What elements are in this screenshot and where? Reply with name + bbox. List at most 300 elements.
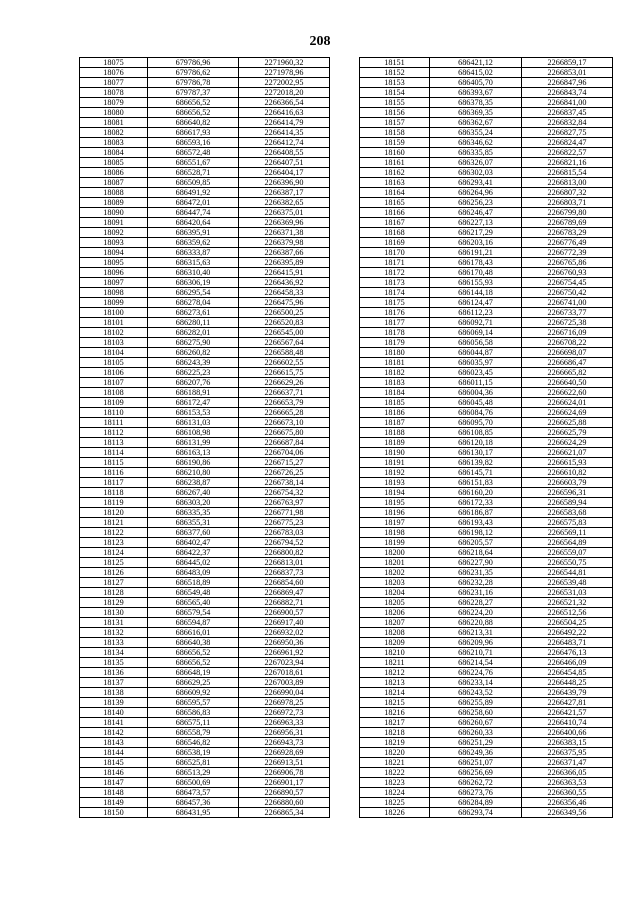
x-coordinate-cell: 686139,82 xyxy=(430,458,522,468)
x-coordinate-cell: 686421,12 xyxy=(430,58,522,68)
y-coordinate-cell: 2266622,60 xyxy=(522,388,613,398)
table-row xyxy=(80,548,330,558)
x-coordinate-cell: 686282,01 xyxy=(148,328,239,338)
y-coordinate-cell: 2266900,57 xyxy=(239,608,330,618)
y-coordinate-cell: 2266615,93 xyxy=(522,458,613,468)
table-row xyxy=(360,198,613,208)
y-coordinate-cell: 2266559,07 xyxy=(522,548,613,558)
point-number-cell: 18093 xyxy=(80,238,148,248)
point-number-cell: 18132 xyxy=(80,628,148,638)
point-number-cell: 18166 xyxy=(360,208,430,218)
point-number-cell: 18214 xyxy=(360,688,430,698)
table-row xyxy=(360,88,613,98)
y-coordinate-cell: 2266783,03 xyxy=(239,528,330,538)
point-number-cell: 18169 xyxy=(360,238,430,248)
x-coordinate-cell: 686473,57 xyxy=(148,788,239,798)
table-row xyxy=(360,158,613,168)
y-coordinate-cell: 2266704,06 xyxy=(239,448,330,458)
table-row xyxy=(360,338,613,348)
x-coordinate-cell: 686120,18 xyxy=(430,438,522,448)
y-coordinate-cell: 2266349,56 xyxy=(522,808,613,818)
y-coordinate-cell: 2271960,32 xyxy=(239,58,330,68)
x-coordinate-cell: 686293,41 xyxy=(430,178,522,188)
x-coordinate-cell: 686160,20 xyxy=(430,488,522,498)
point-number-cell: 18194 xyxy=(360,488,430,498)
y-coordinate-cell: 2266387,17 xyxy=(239,188,330,198)
table-row xyxy=(80,98,330,108)
x-coordinate-cell: 686295,54 xyxy=(148,288,239,298)
y-coordinate-cell: 2266603,79 xyxy=(522,478,613,488)
point-number-cell: 18164 xyxy=(360,188,430,198)
point-number-cell: 18149 xyxy=(80,798,148,808)
x-coordinate-cell: 686595,57 xyxy=(148,698,239,708)
y-coordinate-cell: 2266583,68 xyxy=(522,508,613,518)
table-row xyxy=(80,558,330,568)
y-coordinate-cell: 2266901,17 xyxy=(239,778,330,788)
table-row xyxy=(360,188,613,198)
x-coordinate-cell: 686112,23 xyxy=(430,308,522,318)
y-coordinate-cell: 2266961,92 xyxy=(239,648,330,658)
y-coordinate-cell: 2266799,80 xyxy=(522,208,613,218)
point-number-cell: 18189 xyxy=(360,438,430,448)
table-row xyxy=(80,538,330,548)
y-coordinate-cell: 2266673,10 xyxy=(239,418,330,428)
table-row xyxy=(80,718,330,728)
y-coordinate-cell: 2266950,36 xyxy=(239,638,330,648)
table-row xyxy=(360,678,613,688)
y-coordinate-cell: 2266387,66 xyxy=(239,248,330,258)
y-coordinate-cell: 2266504,25 xyxy=(522,618,613,628)
y-coordinate-cell: 2266567,64 xyxy=(239,338,330,348)
y-coordinate-cell: 2266575,83 xyxy=(522,518,613,528)
x-coordinate-cell: 686558,79 xyxy=(148,728,239,738)
x-coordinate-cell: 686538,19 xyxy=(148,748,239,758)
table-row xyxy=(80,68,330,78)
y-coordinate-cell: 2266708,22 xyxy=(522,338,613,348)
x-coordinate-cell: 686267,40 xyxy=(148,488,239,498)
x-coordinate-cell: 686640,38 xyxy=(148,638,239,648)
table-row xyxy=(360,548,613,558)
y-coordinate-cell: 2266400,66 xyxy=(522,728,613,738)
x-coordinate-cell: 686188,91 xyxy=(148,388,239,398)
point-number-cell: 18190 xyxy=(360,448,430,458)
table-row xyxy=(80,488,330,498)
x-coordinate-cell: 686004,36 xyxy=(430,388,522,398)
table-row xyxy=(360,528,613,538)
x-coordinate-cell: 686232,28 xyxy=(430,578,522,588)
point-number-cell: 18213 xyxy=(360,678,430,688)
table-row xyxy=(80,648,330,658)
x-coordinate-cell: 686231,16 xyxy=(430,588,522,598)
point-number-cell: 18222 xyxy=(360,768,430,778)
y-coordinate-cell: 2266615,75 xyxy=(239,368,330,378)
x-coordinate-cell: 686273,61 xyxy=(148,308,239,318)
table-row xyxy=(360,248,613,258)
point-number-cell: 18084 xyxy=(80,148,148,158)
y-coordinate-cell: 2266815,54 xyxy=(522,168,613,178)
y-coordinate-cell: 2266408,55 xyxy=(239,148,330,158)
x-coordinate-cell: 686205,57 xyxy=(430,538,522,548)
y-coordinate-cell: 2266366,54 xyxy=(239,98,330,108)
y-coordinate-cell: 2266775,23 xyxy=(239,518,330,528)
point-number-cell: 18193 xyxy=(360,478,430,488)
y-coordinate-cell: 2266624,69 xyxy=(522,408,613,418)
point-number-cell: 18143 xyxy=(80,738,148,748)
table-row xyxy=(80,328,330,338)
point-number-cell: 18161 xyxy=(360,158,430,168)
point-number-cell: 18101 xyxy=(80,318,148,328)
table-row xyxy=(360,568,613,578)
y-coordinate-cell: 2266596,31 xyxy=(522,488,613,498)
table-row xyxy=(360,148,613,158)
table-row xyxy=(80,108,330,118)
point-number-cell: 18184 xyxy=(360,388,430,398)
y-coordinate-cell: 2266776,49 xyxy=(522,238,613,248)
y-coordinate-cell: 2266466,09 xyxy=(522,658,613,668)
x-coordinate-cell: 686207,76 xyxy=(148,378,239,388)
point-number-cell: 18087 xyxy=(80,178,148,188)
x-coordinate-cell: 686310,40 xyxy=(148,268,239,278)
table-row xyxy=(80,148,330,158)
x-coordinate-cell: 686220,88 xyxy=(430,618,522,628)
y-coordinate-cell: 2266698,07 xyxy=(522,348,613,358)
y-coordinate-cell: 2266637,71 xyxy=(239,388,330,398)
table-row xyxy=(80,738,330,748)
y-coordinate-cell: 2266492,22 xyxy=(522,628,613,638)
x-coordinate-cell: 686275,90 xyxy=(148,338,239,348)
point-number-cell: 18140 xyxy=(80,708,148,718)
x-coordinate-cell: 686203,16 xyxy=(430,238,522,248)
x-coordinate-cell: 686656,52 xyxy=(148,658,239,668)
point-number-cell: 18202 xyxy=(360,568,430,578)
point-number-cell: 18196 xyxy=(360,508,430,518)
table-row xyxy=(80,788,330,798)
x-coordinate-cell: 686131,99 xyxy=(148,438,239,448)
x-coordinate-cell: 686255,89 xyxy=(430,698,522,708)
x-coordinate-cell: 686251,29 xyxy=(430,738,522,748)
table-row xyxy=(360,408,613,418)
table-row xyxy=(360,258,613,268)
x-coordinate-cell: 686335,35 xyxy=(148,508,239,518)
y-coordinate-cell: 2266963,33 xyxy=(239,718,330,728)
table-row xyxy=(80,78,330,88)
table-body xyxy=(80,58,330,818)
table-row xyxy=(360,668,613,678)
y-coordinate-cell: 2266686,47 xyxy=(522,358,613,368)
table-row xyxy=(80,428,330,438)
y-coordinate-cell: 2266783,29 xyxy=(522,228,613,238)
x-coordinate-cell: 686306,19 xyxy=(148,278,239,288)
point-number-cell: 18103 xyxy=(80,338,148,348)
point-number-cell: 18137 xyxy=(80,678,148,688)
x-coordinate-cell: 686210,71 xyxy=(430,648,522,658)
y-coordinate-cell: 2266421,57 xyxy=(522,708,613,718)
x-coordinate-cell: 686648,19 xyxy=(148,668,239,678)
y-coordinate-cell: 2266483,71 xyxy=(522,638,613,648)
table-row xyxy=(360,448,613,458)
point-number-cell: 18178 xyxy=(360,328,430,338)
y-coordinate-cell: 2266843,74 xyxy=(522,88,613,98)
y-coordinate-cell: 2271978,96 xyxy=(239,68,330,78)
x-coordinate-cell: 686333,87 xyxy=(148,248,239,258)
table-row xyxy=(360,378,613,388)
point-number-cell: 18160 xyxy=(360,148,430,158)
point-number-cell: 18092 xyxy=(80,228,148,238)
point-number-cell: 18082 xyxy=(80,128,148,138)
table-row xyxy=(80,638,330,648)
point-number-cell: 18102 xyxy=(80,328,148,338)
point-number-cell: 18187 xyxy=(360,418,430,428)
point-number-cell: 18144 xyxy=(80,748,148,758)
table-row xyxy=(360,758,613,768)
x-coordinate-cell: 686565,40 xyxy=(148,598,239,608)
table-row xyxy=(80,698,330,708)
point-number-cell: 18075 xyxy=(80,58,148,68)
y-coordinate-cell: 2266741,00 xyxy=(522,298,613,308)
x-coordinate-cell: 686303,20 xyxy=(148,498,239,508)
table-row xyxy=(80,398,330,408)
y-coordinate-cell: 2266564,89 xyxy=(522,538,613,548)
x-coordinate-cell: 686069,14 xyxy=(430,328,522,338)
x-coordinate-cell: 686264,96 xyxy=(430,188,522,198)
x-coordinate-cell: 686457,36 xyxy=(148,798,239,808)
table-row xyxy=(80,88,330,98)
point-number-cell: 18171 xyxy=(360,258,430,268)
y-coordinate-cell: 2266625,88 xyxy=(522,418,613,428)
y-coordinate-cell: 2266369,96 xyxy=(239,218,330,228)
y-coordinate-cell: 2266913,51 xyxy=(239,758,330,768)
x-coordinate-cell: 686280,11 xyxy=(148,318,239,328)
x-coordinate-cell: 686656,52 xyxy=(148,108,239,118)
x-coordinate-cell: 686256,23 xyxy=(430,198,522,208)
table-row xyxy=(80,268,330,278)
point-number-cell: 18197 xyxy=(360,518,430,528)
x-coordinate-cell: 686233,14 xyxy=(430,678,522,688)
point-number-cell: 18167 xyxy=(360,218,430,228)
table-row xyxy=(80,358,330,368)
point-number-cell: 18091 xyxy=(80,218,148,228)
point-number-cell: 18206 xyxy=(360,608,430,618)
table-row xyxy=(80,168,330,178)
x-coordinate-cell: 686594,87 xyxy=(148,618,239,628)
point-number-cell: 18224 xyxy=(360,788,430,798)
y-coordinate-cell: 2266837,45 xyxy=(522,108,613,118)
point-number-cell: 18079 xyxy=(80,98,148,108)
table-row xyxy=(360,768,613,778)
point-number-cell: 18085 xyxy=(80,158,148,168)
table-row xyxy=(80,308,330,318)
table-row xyxy=(360,58,613,68)
point-number-cell: 18147 xyxy=(80,778,148,788)
table-row xyxy=(360,538,613,548)
point-number-cell: 18188 xyxy=(360,428,430,438)
table-row xyxy=(360,118,613,128)
table-row xyxy=(360,658,613,668)
y-coordinate-cell: 2266932,02 xyxy=(239,628,330,638)
point-number-cell: 18211 xyxy=(360,658,430,668)
table-row xyxy=(80,628,330,638)
x-coordinate-cell: 686575,11 xyxy=(148,718,239,728)
point-number-cell: 18182 xyxy=(360,368,430,378)
table-row xyxy=(360,508,613,518)
x-coordinate-cell: 686284,89 xyxy=(430,798,522,808)
x-coordinate-cell: 686586,83 xyxy=(148,708,239,718)
coordinates-table-left xyxy=(79,57,330,818)
y-coordinate-cell: 2266404,17 xyxy=(239,168,330,178)
point-number-cell: 18110 xyxy=(80,408,148,418)
table-row xyxy=(360,488,613,498)
point-number-cell: 18123 xyxy=(80,538,148,548)
table-row xyxy=(80,608,330,618)
table-row xyxy=(360,578,613,588)
point-number-cell: 18125 xyxy=(80,558,148,568)
table-row xyxy=(80,158,330,168)
x-coordinate-cell: 686023,45 xyxy=(430,368,522,378)
x-coordinate-cell: 686355,24 xyxy=(430,128,522,138)
point-number-cell: 18113 xyxy=(80,438,148,448)
point-number-cell: 18205 xyxy=(360,598,430,608)
x-coordinate-cell: 686593,16 xyxy=(148,138,239,148)
y-coordinate-cell: 2266448,25 xyxy=(522,678,613,688)
y-coordinate-cell: 2266371,38 xyxy=(239,228,330,238)
x-coordinate-cell: 686193,43 xyxy=(430,518,522,528)
point-number-cell: 18177 xyxy=(360,318,430,328)
x-coordinate-cell: 686108,85 xyxy=(430,428,522,438)
x-coordinate-cell: 686293,74 xyxy=(430,808,522,818)
point-number-cell: 18104 xyxy=(80,348,148,358)
x-coordinate-cell: 679786,96 xyxy=(148,58,239,68)
point-number-cell: 18122 xyxy=(80,528,148,538)
point-number-cell: 18179 xyxy=(360,338,430,348)
point-number-cell: 18226 xyxy=(360,808,430,818)
table-row xyxy=(80,798,330,808)
point-number-cell: 18199 xyxy=(360,538,430,548)
x-coordinate-cell: 686335,85 xyxy=(430,148,522,158)
table-row xyxy=(80,258,330,268)
x-coordinate-cell: 686218,64 xyxy=(430,548,522,558)
y-coordinate-cell: 2266621,07 xyxy=(522,448,613,458)
x-coordinate-cell: 686359,62 xyxy=(148,238,239,248)
table-row xyxy=(80,568,330,578)
table-row xyxy=(360,638,613,648)
x-coordinate-cell: 679787,37 xyxy=(148,88,239,98)
y-coordinate-cell: 2266624,29 xyxy=(522,438,613,448)
table-row xyxy=(80,408,330,418)
table-row xyxy=(360,398,613,408)
x-coordinate-cell: 686273,76 xyxy=(430,788,522,798)
x-coordinate-cell: 686249,36 xyxy=(430,748,522,758)
point-number-cell: 18215 xyxy=(360,698,430,708)
y-coordinate-cell: 2266407,51 xyxy=(239,158,330,168)
table-row xyxy=(80,658,330,668)
y-coordinate-cell: 2266687,84 xyxy=(239,438,330,448)
y-coordinate-cell: 2266827,75 xyxy=(522,128,613,138)
table-row xyxy=(360,268,613,278)
table-row xyxy=(360,138,613,148)
x-coordinate-cell: 686420,64 xyxy=(148,218,239,228)
x-coordinate-cell: 686616,01 xyxy=(148,628,239,638)
x-coordinate-cell: 686395,91 xyxy=(148,228,239,238)
table-row xyxy=(360,588,613,598)
point-number-cell: 18170 xyxy=(360,248,430,258)
table-row xyxy=(360,238,613,248)
point-number-cell: 18133 xyxy=(80,638,148,648)
x-coordinate-cell: 686500,69 xyxy=(148,778,239,788)
point-number-cell: 18172 xyxy=(360,268,430,278)
point-number-cell: 18141 xyxy=(80,718,148,728)
y-coordinate-cell: 2266416,63 xyxy=(239,108,330,118)
point-number-cell: 18107 xyxy=(80,378,148,388)
y-coordinate-cell: 2266454,85 xyxy=(522,668,613,678)
point-number-cell: 18090 xyxy=(80,208,148,218)
x-coordinate-cell: 686546,82 xyxy=(148,738,239,748)
table-row xyxy=(80,338,330,348)
point-number-cell: 18157 xyxy=(360,118,430,128)
table-row xyxy=(360,558,613,568)
y-coordinate-cell: 2266544,81 xyxy=(522,568,613,578)
point-number-cell: 18210 xyxy=(360,648,430,658)
table-row xyxy=(360,498,613,508)
table-row xyxy=(360,718,613,728)
x-coordinate-cell: 686224,20 xyxy=(430,608,522,618)
y-coordinate-cell: 2272018,20 xyxy=(239,88,330,98)
x-coordinate-cell: 686190,86 xyxy=(148,458,239,468)
x-coordinate-cell: 686045,48 xyxy=(430,398,522,408)
table-row xyxy=(80,458,330,468)
x-coordinate-cell: 686191,21 xyxy=(430,248,522,258)
point-number-cell: 18129 xyxy=(80,598,148,608)
x-coordinate-cell: 686186,87 xyxy=(430,508,522,518)
x-coordinate-cell: 679786,78 xyxy=(148,78,239,88)
y-coordinate-cell: 2266550,75 xyxy=(522,558,613,568)
point-number-cell: 18126 xyxy=(80,568,148,578)
table-row xyxy=(360,808,613,818)
y-coordinate-cell: 2266738,14 xyxy=(239,478,330,488)
table-row xyxy=(360,228,613,238)
point-number-cell: 18139 xyxy=(80,698,148,708)
x-coordinate-cell: 686355,31 xyxy=(148,518,239,528)
table-row xyxy=(360,518,613,528)
x-coordinate-cell: 686483,09 xyxy=(148,568,239,578)
y-coordinate-cell: 2266653,79 xyxy=(239,398,330,408)
point-number-cell: 18076 xyxy=(80,68,148,78)
y-coordinate-cell: 2266539,48 xyxy=(522,578,613,588)
table-row xyxy=(80,728,330,738)
y-coordinate-cell: 2266545,00 xyxy=(239,328,330,338)
x-coordinate-cell: 686262,72 xyxy=(430,778,522,788)
x-coordinate-cell: 686172,47 xyxy=(148,398,239,408)
x-coordinate-cell: 686362,67 xyxy=(430,118,522,128)
table-row xyxy=(80,288,330,298)
x-coordinate-cell: 686258,60 xyxy=(430,708,522,718)
point-number-cell: 18186 xyxy=(360,408,430,418)
x-coordinate-cell: 686131,03 xyxy=(148,418,239,428)
point-number-cell: 18191 xyxy=(360,458,430,468)
point-number-cell: 18094 xyxy=(80,248,148,258)
y-coordinate-cell: 2266869,47 xyxy=(239,588,330,598)
x-coordinate-cell: 686447,74 xyxy=(148,208,239,218)
point-number-cell: 18109 xyxy=(80,398,148,408)
x-coordinate-cell: 686415,02 xyxy=(430,68,522,78)
point-number-cell: 18207 xyxy=(360,618,430,628)
x-coordinate-cell: 686243,52 xyxy=(430,688,522,698)
table-row xyxy=(80,58,330,68)
point-number-cell: 18098 xyxy=(80,288,148,298)
table-row xyxy=(360,368,613,378)
table-row xyxy=(80,348,330,358)
y-coordinate-cell: 2266750,42 xyxy=(522,288,613,298)
point-number-cell: 18121 xyxy=(80,518,148,528)
